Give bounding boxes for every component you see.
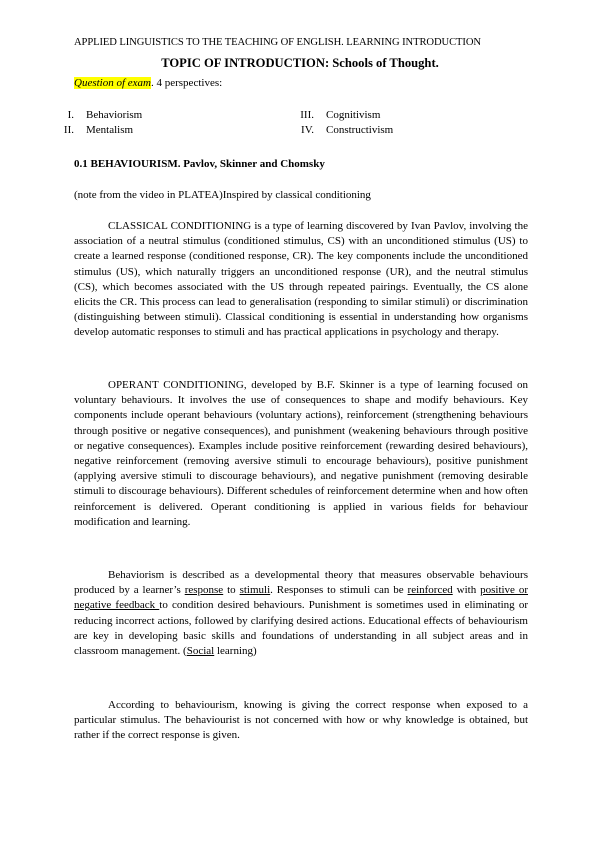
perspective-label: Behaviorism [86, 109, 143, 121]
text-run: learning) [214, 645, 257, 658]
perspective-number: III. [300, 109, 314, 121]
perspective-item [48, 109, 142, 121]
perspective-number: II. [63, 124, 74, 136]
exam-line [74, 77, 222, 89]
underlined-term-social: Social [186, 645, 215, 658]
section-title: 0.1 BEHAVIOURISM. Pavlov, Skinner and Chomsky [74, 158, 325, 170]
exam-rest: . 4 perspectives: [150, 77, 223, 89]
paragraph-behaviorism [74, 568, 528, 659]
paragraph-operant-conditioning: OPERANT CONDITIONING, developed by B.F. Skinner is a type of learning focused on voluntary behaviours. It involves the use of consequences to shape and modify behaviours. Key components include operant behaviours (voluntary actions), reinforcement (strengthening behaviours through positive or negative consequences), and punishment (weakening behaviours through positive or negative consequences). Examples include positive reinforcement (rewarding desired behaviours), negative reinforcement (removing aversive stimuli to encourage behaviours), positive punishment (applying aversive stimuli to discourage behaviours), and negative punishment (removing desirable stimuli to discourage behaviours). Different schedules of reinforcement determine when and how often reinforcement is delivered. Operant conditioning is applied in various fields for behaviour modification and learning. [74, 379, 528, 528]
section-note: (note from the video in PLATEA)Inspired by classical conditioning [74, 189, 371, 201]
perspective-item [48, 124, 133, 136]
underlined-term-response: response [184, 584, 224, 597]
text-run: to condition desired behaviours. Punishment is sometimes used in eliminating or reducing incorrect actions, followed by clarifying desired actions. Educational effects of behaviourism are key in developing basic skills and foundations of understanding in all subject areas and in classroom management. ( [74, 599, 528, 658]
perspective-label: Cognitivism [326, 109, 381, 121]
paragraph-classical-conditioning: CLASSICAL CONDITIONING is a type of learning discovered by Ivan Pavlov, involving the association of a neutral stimulus (conditioned stimulus, CS) with an unconditioned stimulus (US) to create a learned response (conditioned response, CR). The key components include the unconditioned stimulus (US), which naturally triggers an unconditioned response (UR), and the neutral stimulus (CS), which becomes associated with the US through repeated pairings. Eventually, the CS alone elicits the CR. This process can lead to generalisation (responding to similar stimuli) or discrimination (distinguishing between stimuli). Classical conditioning is essential in understanding how organisms develop automatic responses to stimuli and has practical applications in psychology and therapy. [74, 220, 528, 339]
perspective-label: Constructivism [326, 124, 394, 136]
underlined-term-reinforced: reinforced [407, 584, 453, 597]
perspective-label: Mentalism [86, 124, 134, 136]
underlined-term-stimuli: stimuli [239, 584, 271, 597]
perspective-item [276, 109, 380, 121]
topic-title: TOPIC OF INTRODUCTION: Schools of Thought. [161, 56, 439, 70]
underlined-term-feedback: positive or negative feedback [74, 584, 529, 612]
text-run: Behaviorism is described as a developmental theory that measures observable behaviours produced by a learner’s [74, 569, 528, 597]
paragraph-knowing: According to behaviourism, knowing is giving the correct response when exposed to a particular stimulus. The behaviourist is not concerned with how or why knowledge is obtained, but rather if the correct response is given. [74, 699, 528, 742]
running-header: APPLIED LINGUISTICS TO THE TEACHING OF ENGLISH. LEARNING INTRODUCTION [74, 37, 481, 48]
text-run: with [452, 584, 481, 597]
perspective-number: I. [67, 109, 74, 121]
exam-highlight: Question of exam [74, 77, 151, 89]
text-run: to [223, 584, 240, 597]
perspective-number: IV. [301, 124, 314, 136]
text-run: . Responses to stimuli can be [270, 584, 408, 597]
perspective-item [276, 124, 393, 136]
